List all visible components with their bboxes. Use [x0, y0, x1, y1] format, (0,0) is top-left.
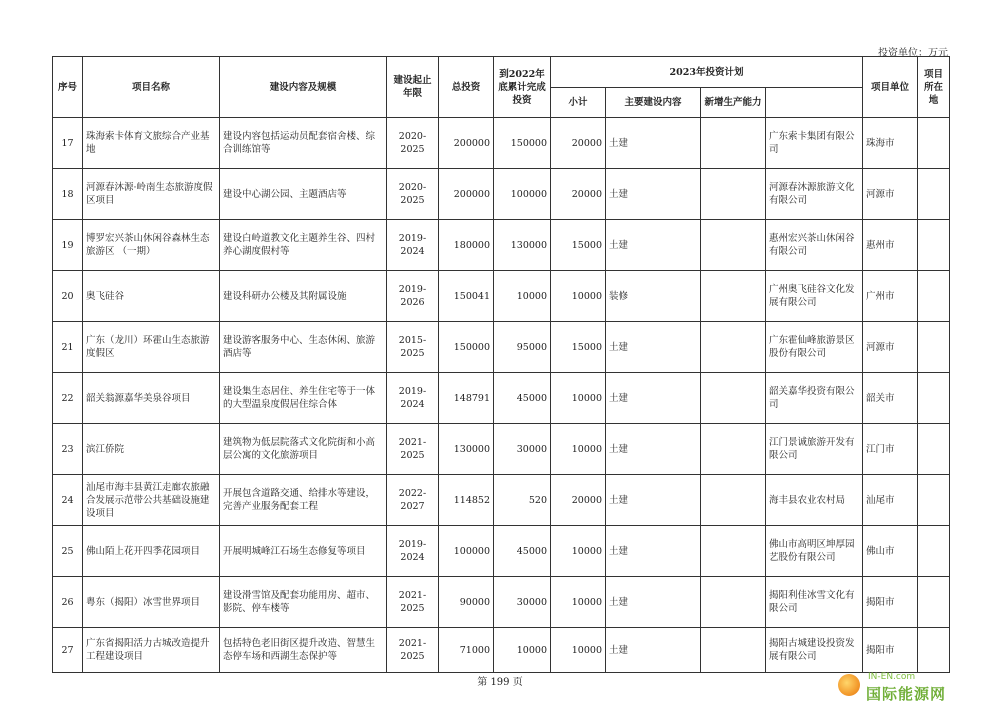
cell-2023-capacity [701, 424, 766, 475]
table-row [53, 424, 950, 475]
cell-2023-main-content: 土建 [606, 526, 701, 577]
cell-2023-subtotal: 10000 [551, 373, 606, 424]
cell-content: 包括特色老旧街区提升改造、智慧生态停车场和西湖生态保护等 [220, 628, 387, 673]
cell-period: 2021-2025 [387, 628, 439, 673]
cell-remark [918, 322, 950, 373]
table-row [53, 526, 950, 577]
cell-project-name: 韶关翁源嘉华美泉谷项目 [83, 373, 220, 424]
cell-total-investment: 114852 [439, 475, 494, 526]
table-row [53, 118, 950, 169]
cell-cumulative-investment: 45000 [494, 373, 551, 424]
cell-location: 河源市 [863, 169, 918, 220]
col-header-main-content: 主要建设内容 [606, 88, 701, 118]
cell-period: 2020-2025 [387, 169, 439, 220]
cell-project-unit: 海丰县农业农村局 [766, 475, 863, 526]
col-header-capacity: 新增生产能力 [701, 88, 766, 118]
cell-cumulative-investment: 30000 [494, 577, 551, 628]
cell-project-unit: 河源春沐源旅游文化有限公司 [766, 169, 863, 220]
cell-index: 23 [53, 424, 83, 475]
cell-index: 26 [53, 577, 83, 628]
cell-period: 2022-2027 [387, 475, 439, 526]
cell-period: 2019-2026 [387, 271, 439, 322]
col-header-period: 建设起止年限 [387, 57, 439, 118]
cell-2023-capacity [701, 628, 766, 673]
cell-location: 河源市 [863, 322, 918, 373]
cell-cumulative-investment: 150000 [494, 118, 551, 169]
cell-remark [918, 118, 950, 169]
col-header-cumulative: 到2022年底累计完成投资 [494, 57, 551, 118]
cell-index: 24 [53, 475, 83, 526]
cell-cumulative-investment: 30000 [494, 424, 551, 475]
cell-content: 建设内容包括运动员配套宿舍楼、综合训练馆等 [220, 118, 387, 169]
cell-2023-subtotal: 10000 [551, 526, 606, 577]
col-header-index: 序号 [53, 57, 83, 118]
cell-project-unit: 佛山市高明区坤厚园艺股份有限公司 [766, 526, 863, 577]
cell-period: 2019-2024 [387, 373, 439, 424]
cell-cumulative-investment: 130000 [494, 220, 551, 271]
cell-content: 开展包含道路交通、给排水等建设，完善产业服务配套工程 [220, 475, 387, 526]
col-header-name: 项目名称 [83, 57, 220, 118]
cell-index: 25 [53, 526, 83, 577]
cell-content: 建设中心湖公园、主题酒店等 [220, 169, 387, 220]
cell-content: 开展明城峰江石场生态修复等项目 [220, 526, 387, 577]
cell-project-name: 奥飞硅谷 [83, 271, 220, 322]
table-row [53, 628, 950, 673]
cell-period: 2015-2025 [387, 322, 439, 373]
cell-project-unit: 韶关嘉华投资有限公司 [766, 373, 863, 424]
table-row [53, 373, 950, 424]
cell-location: 佛山市 [863, 526, 918, 577]
cell-project-name: 滨江侨院 [83, 424, 220, 475]
cell-2023-capacity [701, 526, 766, 577]
cell-cumulative-investment: 45000 [494, 526, 551, 577]
cell-content: 建筑物为低层院落式文化院街和小高层公寓的文化旅游项目 [220, 424, 387, 475]
cell-remark [918, 628, 950, 673]
cell-total-investment: 71000 [439, 628, 494, 673]
col-header-unit: 项目单位 [863, 57, 918, 118]
cell-project-unit: 广东霍仙峰旅游景区股份有限公司 [766, 322, 863, 373]
cell-project-name: 佛山陌上花开四季花园项目 [83, 526, 220, 577]
cell-2023-capacity [701, 271, 766, 322]
table-row [53, 169, 950, 220]
cell-cumulative-investment: 10000 [494, 628, 551, 673]
cell-content: 建设科研办公楼及其附属设施 [220, 271, 387, 322]
investment-unit-label: 投资单位：万元 [878, 48, 948, 59]
cell-project-unit: 惠州宏兴茶山休闲谷有限公司 [766, 220, 863, 271]
cell-2023-subtotal: 15000 [551, 322, 606, 373]
cell-2023-capacity [701, 373, 766, 424]
cell-total-investment: 90000 [439, 577, 494, 628]
cell-2023-subtotal: 20000 [551, 118, 606, 169]
cell-2023-main-content: 土建 [606, 118, 701, 169]
cell-period: 2019-2024 [387, 220, 439, 271]
cell-total-investment: 150041 [439, 271, 494, 322]
cell-2023-subtotal: 15000 [551, 220, 606, 271]
cell-2023-main-content: 土建 [606, 220, 701, 271]
cell-total-investment: 100000 [439, 526, 494, 577]
cell-2023-main-content: 土建 [606, 475, 701, 526]
watermark-cn: 国际能源网 [866, 685, 947, 703]
cell-project-name: 河源春沐源·岭南生态旅游度假区项目 [83, 169, 220, 220]
cell-content: 建设滑雪馆及配套功能用房、超市、影院、停车楼等 [220, 577, 387, 628]
cell-2023-main-content: 土建 [606, 424, 701, 475]
cell-location: 珠海市 [863, 118, 918, 169]
cell-content: 建设白岭道教文化主题养生谷、四村养心湖度假村等 [220, 220, 387, 271]
cell-2023-main-content: 土建 [606, 322, 701, 373]
cell-2023-subtotal: 10000 [551, 424, 606, 475]
cell-remark [918, 169, 950, 220]
cell-index: 22 [53, 373, 83, 424]
cell-project-name: 广东（龙川）环霍山生态旅游度假区 [83, 322, 220, 373]
cell-project-name: 粤东（揭阳）冰雪世界项目 [83, 577, 220, 628]
cell-2023-main-content: 土建 [606, 373, 701, 424]
table-row [53, 577, 950, 628]
cell-2023-capacity [701, 475, 766, 526]
investment-table [52, 56, 950, 673]
cell-remark [918, 577, 950, 628]
col-header-plan-2023: 2023年投资计划 [551, 57, 863, 88]
cell-period: 2021-2025 [387, 424, 439, 475]
cell-index: 21 [53, 322, 83, 373]
cell-project-name: 博罗宏兴茶山休闲谷森林生态旅游区 （一期） [83, 220, 220, 271]
col-header-location: 项目所在地 [918, 57, 950, 118]
page-number: 第 199 页 [477, 677, 523, 688]
cell-2023-main-content: 土建 [606, 577, 701, 628]
cell-2023-capacity [701, 118, 766, 169]
cell-period: 2020-2025 [387, 118, 439, 169]
cell-content: 建设游客服务中心、生态休闲、旅游酒店等 [220, 322, 387, 373]
cell-index: 18 [53, 169, 83, 220]
cell-location: 江门市 [863, 424, 918, 475]
watermark-logo [838, 672, 988, 702]
cell-index: 17 [53, 118, 83, 169]
cell-2023-subtotal: 10000 [551, 271, 606, 322]
cell-remark [918, 526, 950, 577]
cell-total-investment: 150000 [439, 322, 494, 373]
cell-total-investment: 130000 [439, 424, 494, 475]
cell-location: 惠州市 [863, 220, 918, 271]
cell-2023-capacity [701, 169, 766, 220]
cell-2023-main-content: 装修 [606, 271, 701, 322]
cell-cumulative-investment: 95000 [494, 322, 551, 373]
watermark-en: IN-EN.com [868, 672, 916, 682]
cell-period: 2021-2025 [387, 577, 439, 628]
cell-location: 韶关市 [863, 373, 918, 424]
cell-total-investment: 200000 [439, 169, 494, 220]
cell-2023-capacity [701, 220, 766, 271]
cell-total-investment: 180000 [439, 220, 494, 271]
cell-total-investment: 200000 [439, 118, 494, 169]
table-row [53, 322, 950, 373]
cell-2023-main-content: 土建 [606, 169, 701, 220]
cell-project-name: 广东省揭阳活力古城改造提升工程建设项目 [83, 628, 220, 673]
cell-index: 19 [53, 220, 83, 271]
cell-cumulative-investment: 520 [494, 475, 551, 526]
cell-content: 建设集生态居住、养生住宅等于一体的大型温泉度假居住综合体 [220, 373, 387, 424]
cell-2023-main-content: 土建 [606, 628, 701, 673]
cell-cumulative-investment: 10000 [494, 271, 551, 322]
col-header-content: 建设内容及规模 [220, 57, 387, 118]
cell-2023-capacity [701, 322, 766, 373]
cell-index: 27 [53, 628, 83, 673]
cell-cumulative-investment: 100000 [494, 169, 551, 220]
cell-remark [918, 220, 950, 271]
cell-remark [918, 424, 950, 475]
cell-location: 揭阳市 [863, 628, 918, 673]
cell-project-unit: 江门景诚旅游开发有限公司 [766, 424, 863, 475]
cell-2023-capacity [701, 577, 766, 628]
cell-project-unit: 广东索卡集团有限公司 [766, 118, 863, 169]
cell-project-name: 珠海索卡体育文旅综合产业基地 [83, 118, 220, 169]
cell-2023-subtotal: 10000 [551, 628, 606, 673]
table-row [53, 220, 950, 271]
col-header-total: 总投资 [439, 57, 494, 118]
cell-remark [918, 271, 950, 322]
cell-project-unit: 广州奥飞硅谷文化发展有限公司 [766, 271, 863, 322]
table-row [53, 271, 950, 322]
cell-2023-subtotal: 20000 [551, 475, 606, 526]
cell-project-name: 汕尾市海丰县黄江走廊农旅融合发展示范带公共基础设施建设项目 [83, 475, 220, 526]
table-row [53, 475, 950, 526]
col-header-subtotal: 小计 [551, 88, 606, 118]
cell-location: 揭阳市 [863, 577, 918, 628]
cell-remark [918, 373, 950, 424]
cell-2023-subtotal: 10000 [551, 577, 606, 628]
cell-location: 广州市 [863, 271, 918, 322]
cell-total-investment: 148791 [439, 373, 494, 424]
cell-remark [918, 475, 950, 526]
cell-location: 汕尾市 [863, 475, 918, 526]
cell-project-unit: 揭阳古城建设投资发展有限公司 [766, 628, 863, 673]
cell-2023-subtotal: 20000 [551, 169, 606, 220]
cell-period: 2019-2024 [387, 526, 439, 577]
cell-project-unit: 揭阳利佳冰雪文化有限公司 [766, 577, 863, 628]
cell-index: 20 [53, 271, 83, 322]
globe-logo-icon [838, 674, 860, 696]
